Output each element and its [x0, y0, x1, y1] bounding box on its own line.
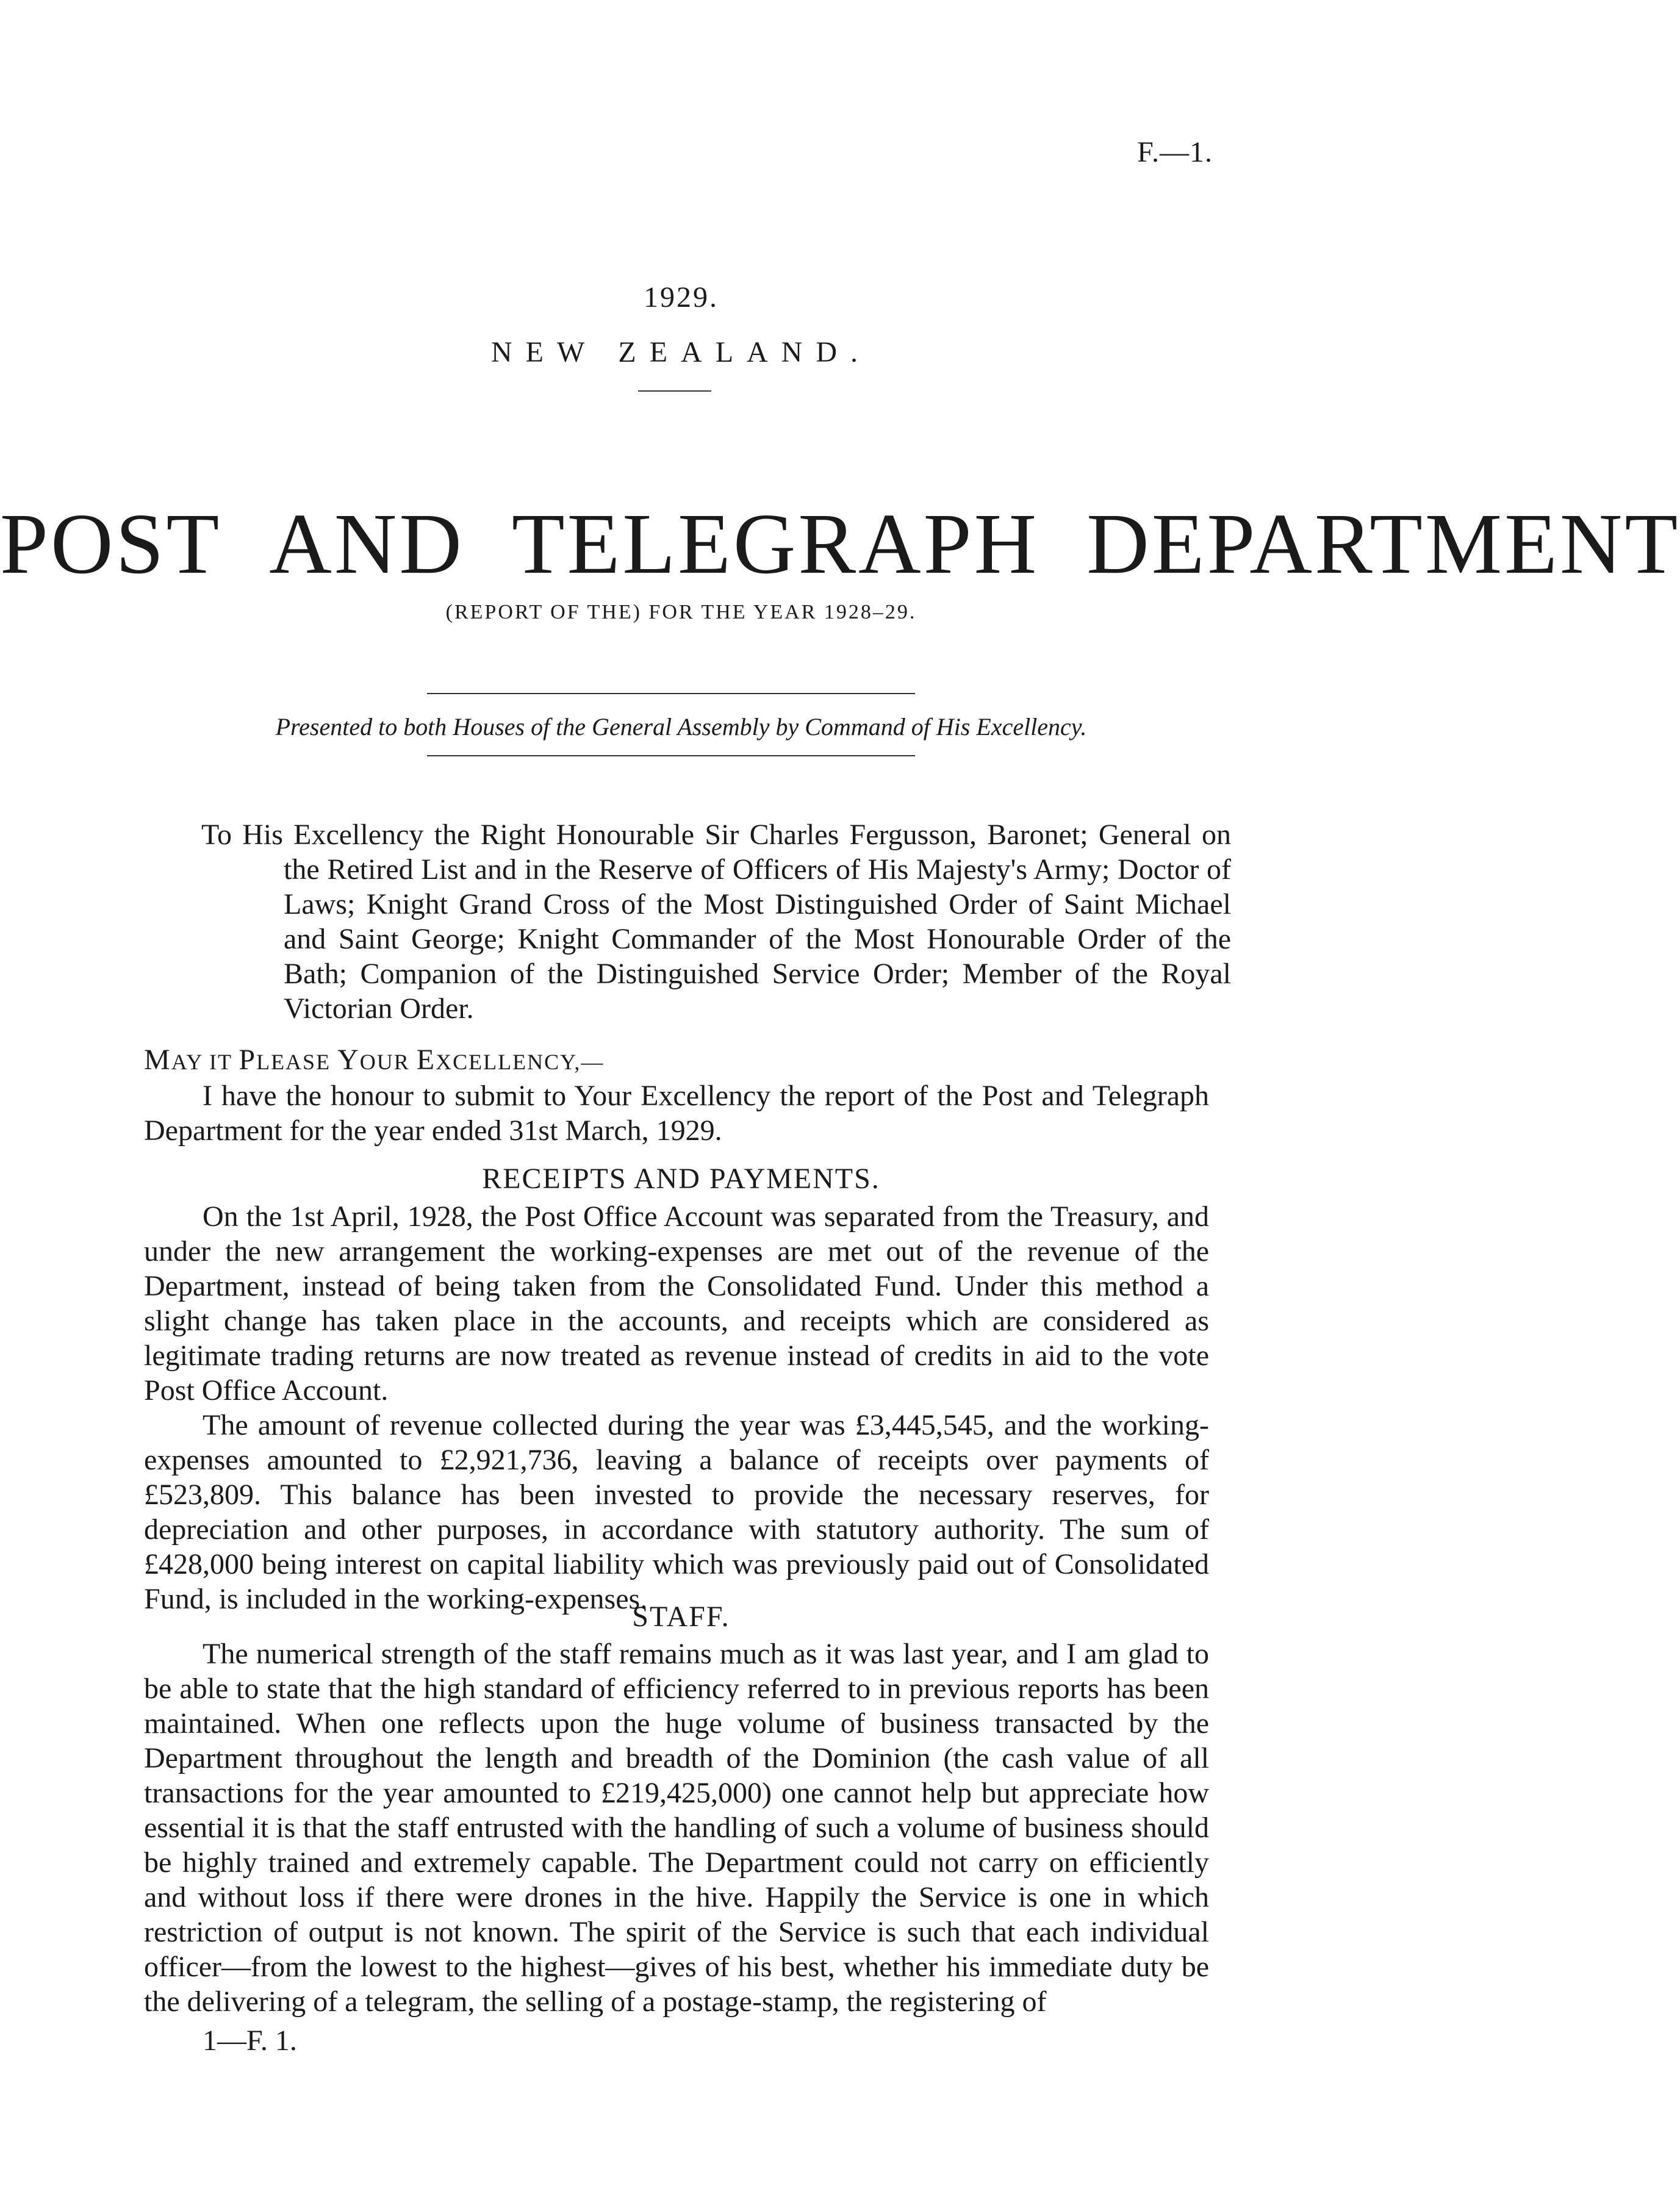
intro-paragraph-block	[144, 1078, 1209, 1148]
salutation: MAY IT PLEASE YOUR EXCELLENCY,—	[144, 1044, 605, 1076]
presented-line: Presented to both Houses of the General Assembly by Command of His Excellency.	[275, 713, 1087, 740]
title-word-telegraph: TELEGRAPH	[511, 495, 1039, 592]
receipts-paragraph-1: On the 1st April, 1928, the Post Office Account was separated from the Treasury, and under the new arrangement the working-expenses are met out of the revenue of the Department, instead of being taken from the Consolidated Fund. Under this method a slight change has taken place in the accounts, and receipts which are considered as legitimate trading returns are now treated as revenue instead of credits in aid to the vote Post Office Account.	[144, 1200, 1209, 1407]
receipts-paragraph-2: The amount of revenue collected during the year was £3,445,545, and the working-expenses amounted to £2,921,736, leaving a balance of receipts over payments of £523,809. This balance has been invested to provide the necessary reserves, for depreciation and other purposes, in accordance with statutory authority. The sum of £428,000 being interest on capital liability which was previously paid out of Consolidated Fund, is included in the working-expenses.	[144, 1409, 1209, 1615]
receipts-section	[144, 1199, 1209, 1616]
signature-mark: 1—F. 1.	[203, 2024, 297, 2057]
title-word-and: AND	[269, 495, 464, 592]
divider-top	[427, 693, 915, 694]
page-reference: F.—1.	[1137, 136, 1213, 168]
short-divider	[638, 390, 711, 392]
address-text: To His Excellency the Right Honourable Sir Charles Fergusson, Baronet; General on the Retired List and in the Reserve of Officers of His Majesty's Army; Doctor of Laws; Knight Grand Cross of the Most Distinguished Order of Saint Michael and Saint George; Knight Commander of the Most Honourable Order of the Bath; Companion of the Distinguished Service Order; Member of the Royal Victorian Order.	[201, 819, 1231, 1025]
staff-paragraph-1: The numerical strength of the staff remains much as it was last year, and I am glad to be able to state that the high standard of efficiency referred to in previous reports has been maintained. When one reflects upon the huge volume of business transacted by the Department throughout the length and breadth of the Dominion (the cash value of all transactions for the year amounted to £219,425,000) one cannot help but appreciate how essential it is that the staff entrusted with the handling of such a volume of business should be highly trained and extremely capable. The Department could not carry on efficiently and without loss if there were drones in the hive. Happily the Service is one in which restriction of output is not known. The spirit of the Service is such that each individual officer—from the lowest to the highest—gives of his best, whether his immediate duty be the delivering of a telegram, the selling of a postage-stamp, the registering of	[144, 1638, 1209, 2018]
country-heading: NEW ZEALAND.	[490, 336, 872, 368]
main-title	[0, 495, 1680, 592]
title-word-post: POST	[0, 495, 222, 592]
document-year: 1929.	[644, 281, 719, 314]
address-block	[201, 817, 1231, 1026]
receipts-heading: RECEIPTS AND PAYMENTS.	[482, 1163, 880, 1195]
title-word-department: DEPARTMENT	[1086, 495, 1680, 592]
report-subtitle: (REPORT OF THE) FOR THE YEAR 1928–29.	[445, 601, 917, 623]
divider-bottom	[427, 755, 915, 756]
staff-section	[144, 1637, 1209, 2019]
intro-paragraph: I have the honour to submit to Your Excellency the report of the Post and Telegraph Department for the year ended 31st March, 1929.	[144, 1080, 1209, 1147]
staff-heading: STAFF.	[632, 1601, 730, 1633]
